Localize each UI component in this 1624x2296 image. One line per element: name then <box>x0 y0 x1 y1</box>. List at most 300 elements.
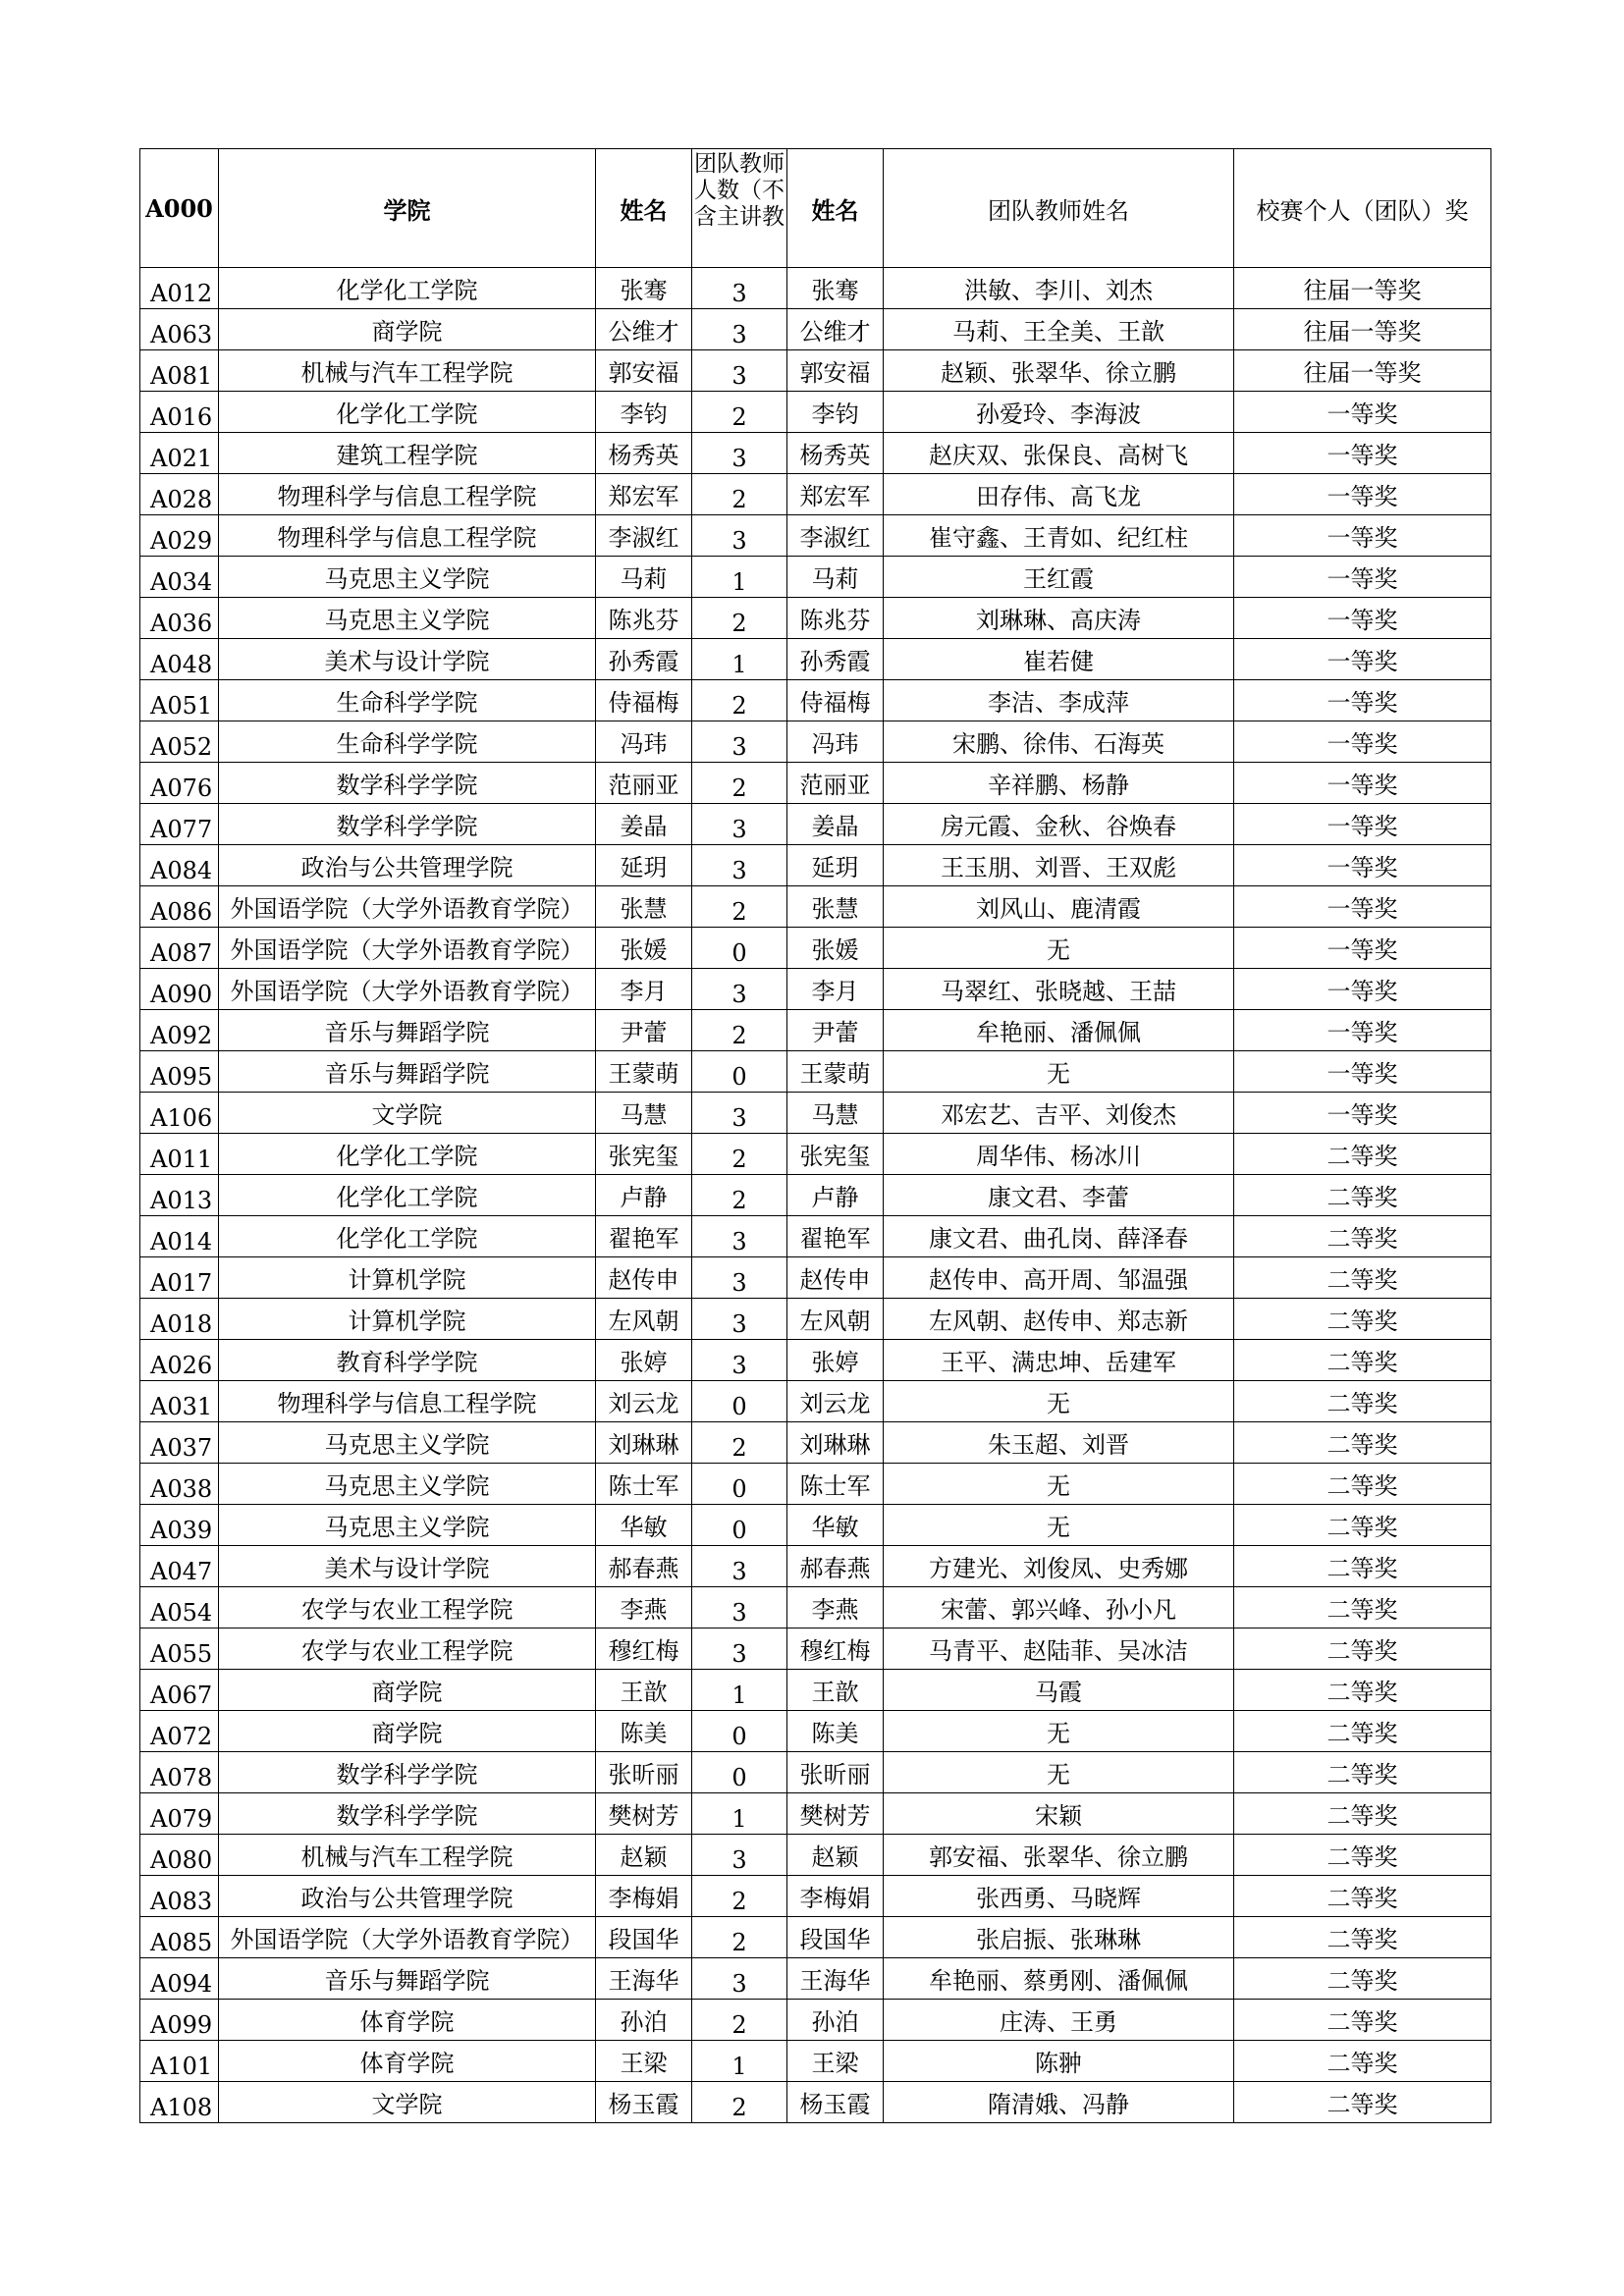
cell-code: A101 <box>140 2041 219 2082</box>
cell-college: 计算机学院 <box>219 1299 596 1340</box>
cell-college: 化学化工学院 <box>219 1134 596 1175</box>
cell-team-count: 0 <box>692 1711 787 1752</box>
cell-team-names: 周华伟、杨冰川 <box>884 1134 1234 1175</box>
table-row <box>140 1134 1491 1175</box>
cell-name: 李钧 <box>596 392 692 433</box>
cell-team-count: 2 <box>692 598 787 639</box>
cell-college: 马克思主义学院 <box>219 1505 596 1546</box>
cell-name: 卢静 <box>596 1175 692 1216</box>
table-row <box>140 598 1491 639</box>
header-college: 学院 <box>219 149 596 268</box>
cell-name: 陈美 <box>596 1711 692 1752</box>
cell-name: 刘琳琳 <box>596 1422 692 1464</box>
cell-award: 二等奖 <box>1234 1835 1491 1876</box>
cell-team-count: 2 <box>692 474 787 515</box>
cell-code: A077 <box>140 804 219 845</box>
cell-name: 尹蕾 <box>596 1010 692 1051</box>
cell-team-count: 2 <box>692 2000 787 2041</box>
cell-name-2: 李梅娟 <box>787 1876 884 1917</box>
cell-name: 王梁 <box>596 2041 692 2082</box>
cell-college: 建筑工程学院 <box>219 433 596 474</box>
cell-award: 二等奖 <box>1234 1175 1491 1216</box>
cell-award: 一等奖 <box>1234 515 1491 557</box>
cell-team-names: 赵庆双、张保良、高树飞 <box>884 433 1234 474</box>
cell-college: 数学科学学院 <box>219 1793 596 1835</box>
cell-team-count: 3 <box>692 1216 787 1257</box>
cell-code: A038 <box>140 1464 219 1505</box>
cell-award: 二等奖 <box>1234 1917 1491 1958</box>
cell-code: A026 <box>140 1340 219 1381</box>
cell-name: 王歆 <box>596 1670 692 1711</box>
cell-team-count: 2 <box>692 1422 787 1464</box>
cell-code: A051 <box>140 680 219 721</box>
cell-team-names: 庄涛、王勇 <box>884 2000 1234 2041</box>
cell-team-count: 3 <box>692 433 787 474</box>
header-name-2: 姓名 <box>787 149 884 268</box>
cell-team-names: 崔守鑫、王青如、纪红柱 <box>884 515 1234 557</box>
cell-team-count: 3 <box>692 1835 787 1876</box>
table-row <box>140 1587 1491 1629</box>
cell-team-count: 3 <box>692 1958 787 2000</box>
cell-code: A055 <box>140 1629 219 1670</box>
cell-team-names: 无 <box>884 1505 1234 1546</box>
cell-code: A085 <box>140 1917 219 1958</box>
cell-college: 外国语学院（大学外语教育学院） <box>219 928 596 969</box>
cell-college: 政治与公共管理学院 <box>219 1876 596 1917</box>
table-row <box>140 1010 1491 1051</box>
cell-name-2: 王梁 <box>787 2041 884 2082</box>
cell-name-2: 穆红梅 <box>787 1629 884 1670</box>
cell-team-names: 无 <box>884 1051 1234 1093</box>
cell-name-2: 杨秀英 <box>787 433 884 474</box>
table-header <box>140 149 1491 268</box>
table-row <box>140 2082 1491 2123</box>
cell-college: 马克思主义学院 <box>219 557 596 598</box>
cell-name: 樊树芳 <box>596 1793 692 1835</box>
table-row <box>140 845 1491 886</box>
cell-name: 张昕丽 <box>596 1752 692 1793</box>
table-row <box>140 886 1491 928</box>
cell-team-names: 赵颖、张翠华、徐立鹏 <box>884 350 1234 392</box>
cell-award: 一等奖 <box>1234 1051 1491 1093</box>
table-row <box>140 392 1491 433</box>
cell-team-count: 2 <box>692 1010 787 1051</box>
cell-team-names: 宋鹏、徐伟、石海英 <box>884 721 1234 763</box>
cell-college: 美术与设计学院 <box>219 1546 596 1587</box>
table-row <box>140 268 1491 309</box>
cell-name: 郝春燕 <box>596 1546 692 1587</box>
cell-name-2: 孙泊 <box>787 2000 884 2041</box>
cell-name: 冯玮 <box>596 721 692 763</box>
cell-name-2: 侍福梅 <box>787 680 884 721</box>
header-row <box>140 149 1491 268</box>
cell-name: 张婷 <box>596 1340 692 1381</box>
cell-name: 陈兆芬 <box>596 598 692 639</box>
cell-award: 二等奖 <box>1234 2041 1491 2082</box>
cell-name-2: 张骞 <box>787 268 884 309</box>
cell-award: 一等奖 <box>1234 886 1491 928</box>
cell-award: 往届一等奖 <box>1234 350 1491 392</box>
cell-college: 生命科学学院 <box>219 680 596 721</box>
cell-name: 侍福梅 <box>596 680 692 721</box>
table-row <box>140 1340 1491 1381</box>
table-row <box>140 969 1491 1010</box>
cell-team-names: 郭安福、张翠华、徐立鹏 <box>884 1835 1234 1876</box>
cell-name: 赵颖 <box>596 1835 692 1876</box>
cell-college: 商学院 <box>219 1670 596 1711</box>
cell-award: 二等奖 <box>1234 1340 1491 1381</box>
cell-name: 孙秀霞 <box>596 639 692 680</box>
cell-name-2: 张宪玺 <box>787 1134 884 1175</box>
cell-team-names: 张西勇、马晓辉 <box>884 1876 1234 1917</box>
cell-team-count: 3 <box>692 1546 787 1587</box>
cell-award: 二等奖 <box>1234 1505 1491 1546</box>
cell-name: 陈士军 <box>596 1464 692 1505</box>
cell-team-count: 3 <box>692 350 787 392</box>
header-team-count: 团队教师人数（不含主讲教 <box>692 149 787 268</box>
cell-award: 一等奖 <box>1234 804 1491 845</box>
cell-name: 翟艳军 <box>596 1216 692 1257</box>
cell-college: 马克思主义学院 <box>219 1422 596 1464</box>
cell-name-2: 郝春燕 <box>787 1546 884 1587</box>
cell-college: 化学化工学院 <box>219 1175 596 1216</box>
cell-college: 化学化工学院 <box>219 392 596 433</box>
cell-award: 二等奖 <box>1234 1257 1491 1299</box>
cell-team-count: 1 <box>692 1793 787 1835</box>
table-row <box>140 763 1491 804</box>
table-row <box>140 1917 1491 1958</box>
cell-name-2: 陈兆芬 <box>787 598 884 639</box>
cell-award: 二等奖 <box>1234 1422 1491 1464</box>
cell-team-names: 房元霞、金秋、谷焕春 <box>884 804 1234 845</box>
cell-award: 二等奖 <box>1234 2082 1491 2123</box>
cell-name: 马莉 <box>596 557 692 598</box>
cell-award: 一等奖 <box>1234 969 1491 1010</box>
cell-team-names: 陈翀 <box>884 2041 1234 2082</box>
cell-code: A016 <box>140 392 219 433</box>
cell-team-count: 0 <box>692 1051 787 1093</box>
cell-college: 体育学院 <box>219 2000 596 2041</box>
table-row <box>140 1546 1491 1587</box>
cell-code: A086 <box>140 886 219 928</box>
cell-name: 李月 <box>596 969 692 1010</box>
cell-college: 商学院 <box>219 309 596 350</box>
cell-code: A083 <box>140 1876 219 1917</box>
cell-team-count: 0 <box>692 1752 787 1793</box>
cell-name-2: 延玥 <box>787 845 884 886</box>
cell-college: 外国语学院（大学外语教育学院） <box>219 1917 596 1958</box>
table-row <box>140 433 1491 474</box>
cell-award: 二等奖 <box>1234 1134 1491 1175</box>
cell-award: 二等奖 <box>1234 1381 1491 1422</box>
table-row <box>140 1175 1491 1216</box>
cell-team-names: 朱玉超、刘晋 <box>884 1422 1234 1464</box>
cell-award: 二等奖 <box>1234 2000 1491 2041</box>
cell-name: 赵传申 <box>596 1257 692 1299</box>
header-name: 姓名 <box>596 149 692 268</box>
cell-team-names: 王红霞 <box>884 557 1234 598</box>
table-row <box>140 804 1491 845</box>
cell-team-names: 左风朝、赵传申、郑志新 <box>884 1299 1234 1340</box>
cell-name-2: 姜晶 <box>787 804 884 845</box>
cell-award: 二等奖 <box>1234 1587 1491 1629</box>
cell-team-count: 1 <box>692 557 787 598</box>
cell-name-2: 刘琳琳 <box>787 1422 884 1464</box>
cell-award: 二等奖 <box>1234 1711 1491 1752</box>
cell-award: 往届一等奖 <box>1234 309 1491 350</box>
cell-award: 一等奖 <box>1234 1010 1491 1051</box>
cell-code: A080 <box>140 1835 219 1876</box>
cell-code: A108 <box>140 2082 219 2123</box>
cell-award: 二等奖 <box>1234 1629 1491 1670</box>
cell-code: A047 <box>140 1546 219 1587</box>
cell-award: 二等奖 <box>1234 1958 1491 2000</box>
cell-team-count: 3 <box>692 1587 787 1629</box>
cell-team-count: 2 <box>692 763 787 804</box>
cell-code: A052 <box>140 721 219 763</box>
cell-name: 王蒙萌 <box>596 1051 692 1093</box>
cell-team-names: 崔若健 <box>884 639 1234 680</box>
cell-name: 张媛 <box>596 928 692 969</box>
cell-code: A106 <box>140 1093 219 1134</box>
cell-college: 文学院 <box>219 2082 596 2123</box>
cell-name-2: 刘云龙 <box>787 1381 884 1422</box>
cell-team-count: 3 <box>692 1629 787 1670</box>
cell-college: 政治与公共管理学院 <box>219 845 596 886</box>
cell-college: 音乐与舞蹈学院 <box>219 1051 596 1093</box>
cell-code: A048 <box>140 639 219 680</box>
cell-name-2: 华敏 <box>787 1505 884 1546</box>
cell-team-names: 洪敏、李川、刘杰 <box>884 268 1234 309</box>
cell-team-names: 宋颖 <box>884 1793 1234 1835</box>
cell-code: A072 <box>140 1711 219 1752</box>
cell-college: 外国语学院（大学外语教育学院） <box>219 969 596 1010</box>
cell-code: A011 <box>140 1134 219 1175</box>
cell-code: A018 <box>140 1299 219 1340</box>
table-row <box>140 309 1491 350</box>
cell-name-2: 张昕丽 <box>787 1752 884 1793</box>
cell-team-count: 3 <box>692 309 787 350</box>
cell-college: 机械与汽车工程学院 <box>219 1835 596 1876</box>
cell-award: 往届一等奖 <box>1234 268 1491 309</box>
cell-college: 物理科学与信息工程学院 <box>219 1381 596 1422</box>
cell-college: 生命科学学院 <box>219 721 596 763</box>
table-row <box>140 1711 1491 1752</box>
cell-name: 范丽亚 <box>596 763 692 804</box>
cell-team-names: 隋清娥、冯静 <box>884 2082 1234 2123</box>
cell-team-count: 1 <box>692 639 787 680</box>
cell-name-2: 冯玮 <box>787 721 884 763</box>
cell-name-2: 李淑红 <box>787 515 884 557</box>
cell-name-2: 李燕 <box>787 1587 884 1629</box>
cell-team-count: 3 <box>692 1340 787 1381</box>
cell-name-2: 马慧 <box>787 1093 884 1134</box>
table-row <box>140 1876 1491 1917</box>
cell-team-names: 赵传申、高开周、邹温强 <box>884 1257 1234 1299</box>
cell-team-names: 刘风山、鹿清霞 <box>884 886 1234 928</box>
cell-name-2: 卢静 <box>787 1175 884 1216</box>
cell-team-names: 马莉、王全美、王歆 <box>884 309 1234 350</box>
cell-award: 二等奖 <box>1234 1299 1491 1340</box>
cell-name: 延玥 <box>596 845 692 886</box>
cell-team-names: 刘琳琳、高庆涛 <box>884 598 1234 639</box>
cell-name-2: 郑宏军 <box>787 474 884 515</box>
cell-name-2: 陈士军 <box>787 1464 884 1505</box>
cell-name: 段国华 <box>596 1917 692 1958</box>
cell-team-names: 康文君、李蕾 <box>884 1175 1234 1216</box>
cell-award: 一等奖 <box>1234 557 1491 598</box>
cell-award: 二等奖 <box>1234 1216 1491 1257</box>
cell-name: 刘云龙 <box>596 1381 692 1422</box>
cell-college: 音乐与舞蹈学院 <box>219 1010 596 1051</box>
cell-code: A078 <box>140 1752 219 1793</box>
table-row <box>140 1422 1491 1464</box>
cell-award: 一等奖 <box>1234 598 1491 639</box>
cell-name-2: 李月 <box>787 969 884 1010</box>
table-row <box>140 1505 1491 1546</box>
cell-team-count: 3 <box>692 845 787 886</box>
cell-team-names: 无 <box>884 1464 1234 1505</box>
cell-team-count: 1 <box>692 1670 787 1711</box>
table-row <box>140 1051 1491 1093</box>
table-row <box>140 928 1491 969</box>
cell-name-2: 杨玉霞 <box>787 2082 884 2123</box>
cell-code: A092 <box>140 1010 219 1051</box>
cell-team-names: 牟艳丽、蔡勇刚、潘佩佩 <box>884 1958 1234 2000</box>
cell-team-count: 0 <box>692 1505 787 1546</box>
cell-college: 文学院 <box>219 1093 596 1134</box>
cell-team-count: 3 <box>692 969 787 1010</box>
cell-team-names: 田存伟、高飞龙 <box>884 474 1234 515</box>
cell-college: 化学化工学院 <box>219 268 596 309</box>
cell-name-2: 樊树芳 <box>787 1793 884 1835</box>
cell-code: A037 <box>140 1422 219 1464</box>
cell-name: 郑宏军 <box>596 474 692 515</box>
cell-code: A076 <box>140 763 219 804</box>
cell-college: 数学科学学院 <box>219 804 596 845</box>
cell-team-count: 3 <box>692 1093 787 1134</box>
cell-team-names: 宋蕾、郭兴峰、孙小凡 <box>884 1587 1234 1629</box>
table-row <box>140 1793 1491 1835</box>
cell-code: A090 <box>140 969 219 1010</box>
cell-team-count: 3 <box>692 1299 787 1340</box>
cell-code: A013 <box>140 1175 219 1216</box>
cell-award: 一等奖 <box>1234 763 1491 804</box>
cell-code: A063 <box>140 309 219 350</box>
cell-college: 马克思主义学院 <box>219 598 596 639</box>
header-code: A000 <box>140 149 219 268</box>
cell-award: 一等奖 <box>1234 680 1491 721</box>
cell-name: 张宪玺 <box>596 1134 692 1175</box>
cell-name: 左风朝 <box>596 1299 692 1340</box>
cell-team-count: 2 <box>692 886 787 928</box>
table-row <box>140 1257 1491 1299</box>
cell-name-2: 王蒙萌 <box>787 1051 884 1093</box>
cell-team-count: 1 <box>692 2041 787 2082</box>
award-table <box>139 148 1491 2123</box>
cell-name-2: 赵颖 <box>787 1835 884 1876</box>
cell-college: 物理科学与信息工程学院 <box>219 474 596 515</box>
cell-team-count: 2 <box>692 2082 787 2123</box>
cell-code: A054 <box>140 1587 219 1629</box>
cell-code: A039 <box>140 1505 219 1546</box>
cell-team-names: 无 <box>884 1752 1234 1793</box>
table-row <box>140 2000 1491 2041</box>
cell-team-count: 2 <box>692 680 787 721</box>
cell-team-names: 无 <box>884 1381 1234 1422</box>
cell-team-count: 3 <box>692 515 787 557</box>
cell-name: 姜晶 <box>596 804 692 845</box>
cell-team-count: 0 <box>692 1381 787 1422</box>
cell-name: 张骞 <box>596 268 692 309</box>
cell-team-count: 0 <box>692 1464 787 1505</box>
cell-code: A095 <box>140 1051 219 1093</box>
cell-code: A021 <box>140 433 219 474</box>
cell-code: A084 <box>140 845 219 886</box>
cell-college: 物理科学与信息工程学院 <box>219 515 596 557</box>
cell-name-2: 范丽亚 <box>787 763 884 804</box>
cell-award: 二等奖 <box>1234 1793 1491 1835</box>
cell-name: 王海华 <box>596 1958 692 2000</box>
cell-name: 孙泊 <box>596 2000 692 2041</box>
cell-award: 二等奖 <box>1234 1546 1491 1587</box>
cell-team-names: 邓宏艺、吉平、刘俊杰 <box>884 1093 1234 1134</box>
table-row <box>140 557 1491 598</box>
cell-name-2: 段国华 <box>787 1917 884 1958</box>
cell-team-names: 马青平、赵陆菲、吴冰洁 <box>884 1629 1234 1670</box>
cell-college: 农学与农业工程学院 <box>219 1629 596 1670</box>
cell-team-count: 2 <box>692 1917 787 1958</box>
cell-award: 一等奖 <box>1234 1093 1491 1134</box>
cell-name: 杨秀英 <box>596 433 692 474</box>
table-row <box>140 2041 1491 2082</box>
cell-team-names: 张启振、张琳琳 <box>884 1917 1234 1958</box>
cell-team-names: 马翠红、张晓越、王喆 <box>884 969 1234 1010</box>
cell-name-2: 张慧 <box>787 886 884 928</box>
cell-college: 美术与设计学院 <box>219 639 596 680</box>
cell-code: A034 <box>140 557 219 598</box>
cell-team-count: 2 <box>692 1876 787 1917</box>
cell-team-names: 无 <box>884 1711 1234 1752</box>
cell-team-names: 康文君、曲孔岗、薛泽春 <box>884 1216 1234 1257</box>
cell-award: 一等奖 <box>1234 639 1491 680</box>
table-row <box>140 1958 1491 2000</box>
cell-college: 商学院 <box>219 1711 596 1752</box>
cell-code: A029 <box>140 515 219 557</box>
cell-award: 一等奖 <box>1234 474 1491 515</box>
cell-team-names: 王平、满忠坤、岳建军 <box>884 1340 1234 1381</box>
cell-name-2: 马莉 <box>787 557 884 598</box>
table-body <box>140 268 1491 2123</box>
cell-name: 李梅娟 <box>596 1876 692 1917</box>
cell-team-count: 2 <box>692 392 787 433</box>
cell-team-names: 无 <box>884 928 1234 969</box>
cell-name: 华敏 <box>596 1505 692 1546</box>
cell-award: 二等奖 <box>1234 1752 1491 1793</box>
table-row <box>140 1670 1491 1711</box>
table-row <box>140 1299 1491 1340</box>
table-row <box>140 1093 1491 1134</box>
cell-code: A014 <box>140 1216 219 1257</box>
cell-team-names: 孙爱玲、李海波 <box>884 392 1234 433</box>
cell-code: A094 <box>140 1958 219 2000</box>
cell-college: 音乐与舞蹈学院 <box>219 1958 596 2000</box>
cell-name: 李淑红 <box>596 515 692 557</box>
table-row <box>140 1752 1491 1793</box>
cell-code: A028 <box>140 474 219 515</box>
cell-college: 数学科学学院 <box>219 763 596 804</box>
cell-award: 一等奖 <box>1234 433 1491 474</box>
